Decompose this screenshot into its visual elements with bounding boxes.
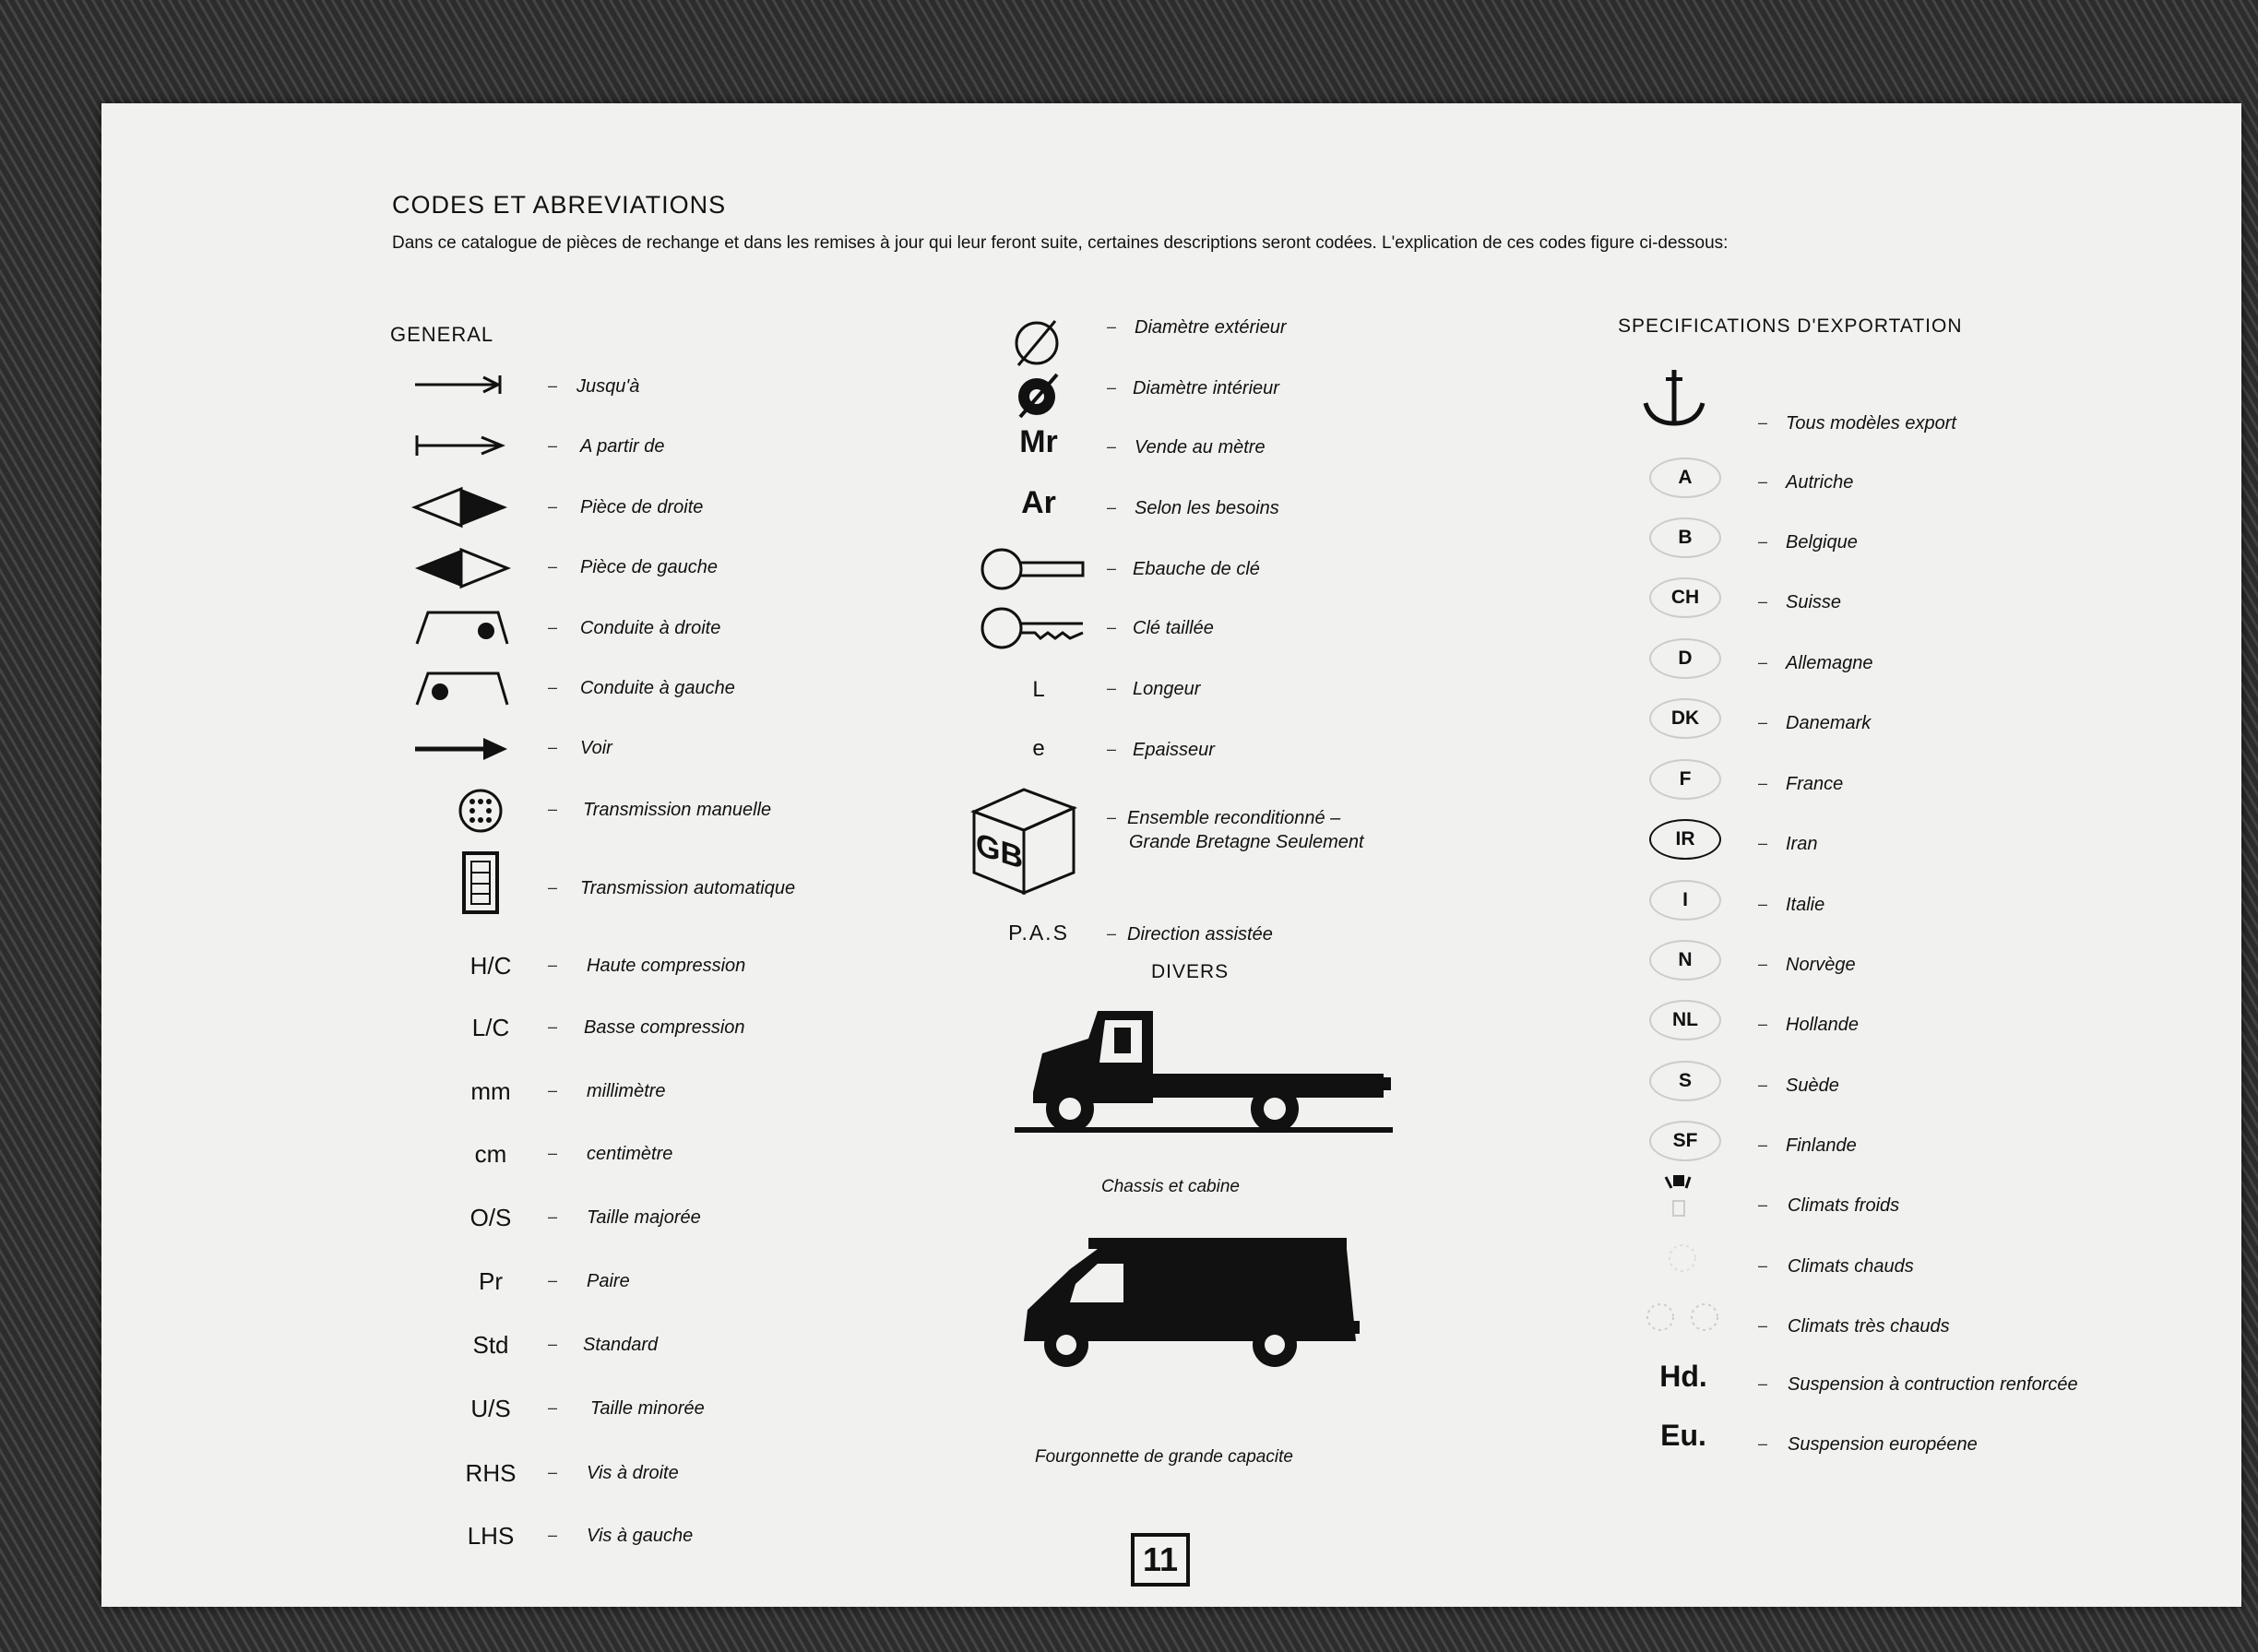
dash: – xyxy=(1107,437,1117,456)
code-eu: Eu. xyxy=(1660,1419,1706,1452)
dash: – xyxy=(1107,679,1117,697)
desc-allemagne: Allemagne xyxy=(1786,653,1873,673)
code-e: e xyxy=(1032,736,1045,761)
code-lhs: LHS xyxy=(467,1522,515,1550)
desc-basse-compression: Basse compression xyxy=(584,1017,745,1038)
dash: – xyxy=(548,436,558,455)
hot-climate-icon xyxy=(1660,1236,1706,1282)
desc-jusqu-a: Jusqu'à xyxy=(576,376,640,397)
oval-code-dk: DK xyxy=(1649,698,1721,739)
cut-key-icon xyxy=(980,605,1090,651)
right-hand-drive-icon xyxy=(417,609,509,646)
desc-climats-tres-chauds: Climats très chauds xyxy=(1788,1316,1950,1337)
oval-code-s: S xyxy=(1649,1061,1721,1101)
dash: – xyxy=(548,1017,558,1036)
dash: – xyxy=(548,1398,558,1417)
dash: – xyxy=(548,1081,558,1099)
caption-fourgonnette: Fourgonnette de grande capacite xyxy=(1035,1447,1293,1467)
dash: – xyxy=(1758,895,1768,913)
dash: – xyxy=(548,1144,558,1162)
left-hand-drive-icon xyxy=(417,670,509,707)
desc-ensemble-reconditionne: Ensemble reconditionné – xyxy=(1127,808,1341,828)
desc-centimetre: centimètre xyxy=(587,1144,673,1164)
desc-belgique: Belgique xyxy=(1786,532,1858,553)
desc-conduite-a-gauche: Conduite à gauche xyxy=(580,678,735,698)
desc-finlande: Finlande xyxy=(1786,1135,1857,1156)
dash: – xyxy=(1758,1195,1768,1214)
dash: – xyxy=(1107,498,1117,517)
dash: – xyxy=(1758,1015,1768,1033)
export-heading: SPECIFICATIONS D'EXPORTATION xyxy=(1618,315,1963,337)
dash: – xyxy=(548,1271,558,1290)
dash: – xyxy=(548,956,558,974)
desc-danemark: Danemark xyxy=(1786,713,1872,733)
code-hc: H/C xyxy=(469,952,512,980)
desc-vende-au-metre: Vende au mètre xyxy=(1135,437,1266,458)
desc-taille-minoree: Taille minorée xyxy=(590,1398,705,1419)
left-part-icon xyxy=(415,550,507,587)
code-us: U/S xyxy=(470,1395,511,1422)
oval-code-i: I xyxy=(1649,880,1721,921)
dash: – xyxy=(1758,653,1768,671)
dash: – xyxy=(1758,413,1768,432)
desc-suede: Suède xyxy=(1786,1076,1839,1096)
code-pas: P.A.S xyxy=(1008,921,1069,945)
intro-paragraph: Dans ce catalogue de pièces de rechange et dans les remises à jour qui leur feront suite, certaines descriptions seront codées. L'explication de ces codes figure ci-dessous: xyxy=(392,233,1729,253)
dash: – xyxy=(548,678,558,696)
dash: – xyxy=(548,1207,558,1226)
van-icon xyxy=(1015,1238,1393,1367)
dash: – xyxy=(1758,713,1768,731)
dash: – xyxy=(548,1463,558,1481)
desc-direction-assistee: Direction assistée xyxy=(1127,924,1273,945)
dash: – xyxy=(1758,472,1768,491)
arrow-from-icon xyxy=(415,435,507,456)
desc-climats-froids: Climats froids xyxy=(1788,1195,1900,1216)
desc-piece-de-gauche: Pièce de gauche xyxy=(580,557,719,577)
divers-heading: DIVERS xyxy=(1151,961,1230,982)
anchor-icon xyxy=(1642,366,1706,427)
desc-suspension-renforcee: Suspension à contruction renforcée xyxy=(1788,1374,2078,1395)
oval-code-n: N xyxy=(1649,940,1721,981)
code-os: O/S xyxy=(469,1204,512,1231)
desc-transmission-manuelle: Transmission manuelle xyxy=(583,800,772,820)
code-l: L xyxy=(1032,677,1045,702)
desc-taille-majoree: Taille majorée xyxy=(587,1207,701,1228)
very-hot-climate-icon xyxy=(1636,1295,1729,1341)
desc-diametre-exterieur: Diamètre extérieur xyxy=(1135,317,1287,338)
dash: – xyxy=(1107,378,1117,397)
dash: – xyxy=(1758,1256,1768,1275)
manual-transmission-icon xyxy=(458,788,504,834)
outer-diameter-icon xyxy=(1011,317,1063,369)
desc-diametre-interieur: Diamètre intérieur xyxy=(1133,378,1279,398)
desc-italie: Italie xyxy=(1786,895,1825,915)
desc-piece-de-droite: Pièce de droite xyxy=(580,497,704,517)
desc-vis-a-gauche: Vis à gauche xyxy=(587,1526,694,1546)
caption-chassis-cabine: Chassis et cabine xyxy=(1101,1177,1240,1196)
desc-a-partir-de: A partir de xyxy=(580,436,665,457)
dash: – xyxy=(1758,532,1768,551)
desc-selon-les-besoins: Selon les besoins xyxy=(1135,498,1279,518)
cold-climate-icon xyxy=(1660,1173,1706,1219)
dash: – xyxy=(1758,1316,1768,1335)
dash: – xyxy=(1107,618,1117,636)
oval-code-d: D xyxy=(1649,638,1721,679)
gb-box-label: GB xyxy=(976,826,1023,877)
dash: – xyxy=(548,618,558,636)
dash: – xyxy=(1758,1374,1768,1393)
oval-code-b: B xyxy=(1649,517,1721,558)
desc-grande-bretagne: Grande Bretagne Seulement xyxy=(1129,832,1364,852)
desc-epaisseur: Epaisseur xyxy=(1133,740,1215,760)
desc-paire: Paire xyxy=(587,1271,630,1291)
oval-code-ch: CH xyxy=(1649,577,1721,618)
code-hd: Hd. xyxy=(1659,1360,1707,1393)
desc-transmission-automatique: Transmission automatique xyxy=(580,878,796,898)
dash: – xyxy=(1758,1135,1768,1154)
dash: – xyxy=(1758,774,1768,792)
page-title: CODES ET ABREVIATIONS xyxy=(392,191,727,219)
right-part-icon xyxy=(415,489,507,526)
dash: – xyxy=(1107,559,1117,577)
dash: – xyxy=(548,738,558,756)
dash: – xyxy=(1107,317,1117,336)
desc-suisse: Suisse xyxy=(1786,592,1842,612)
desc-climats-chauds: Climats chauds xyxy=(1788,1256,1914,1277)
page-number: 11 xyxy=(1131,1533,1190,1587)
dash: – xyxy=(1758,955,1768,973)
dash: – xyxy=(548,557,558,576)
dash: – xyxy=(1107,924,1117,943)
oval-code-ir: IR xyxy=(1649,819,1721,860)
desc-voir: Voir xyxy=(580,738,612,758)
oval-code-f: F xyxy=(1649,759,1721,800)
oval-code-sf: SF xyxy=(1649,1121,1721,1161)
key-blank-icon xyxy=(980,546,1090,592)
dash: – xyxy=(548,376,558,395)
desc-haute-compression: Haute compression xyxy=(587,956,746,976)
desc-ebauche-de-cle: Ebauche de clé xyxy=(1133,559,1260,579)
dash: – xyxy=(548,1526,558,1544)
dash: – xyxy=(1758,1076,1768,1094)
code-std: Std xyxy=(472,1331,509,1359)
dash: – xyxy=(548,878,558,897)
dash: – xyxy=(1758,1434,1768,1453)
code-rhs: RHS xyxy=(465,1459,517,1487)
see-arrow-icon xyxy=(415,738,507,760)
oval-code-a: A xyxy=(1649,458,1721,498)
desc-tous-modeles-export: Tous modèles export xyxy=(1786,413,1956,434)
automatic-transmission-icon xyxy=(461,850,500,915)
desc-cle-taillee: Clé taillée xyxy=(1133,618,1214,638)
code-ar: Ar xyxy=(1021,485,1056,520)
desc-standard: Standard xyxy=(583,1335,659,1355)
general-heading: GENERAL xyxy=(390,323,494,346)
inner-diameter-icon xyxy=(1011,369,1063,421)
dash: – xyxy=(1107,740,1117,758)
code-mm: mm xyxy=(470,1077,511,1105)
desc-vis-a-droite: Vis à droite xyxy=(587,1463,679,1483)
code-lc: L/C xyxy=(471,1014,510,1041)
code-mr: Mr xyxy=(1019,424,1058,459)
oval-code-nl: NL xyxy=(1649,1000,1721,1040)
dash: – xyxy=(548,1335,558,1353)
desc-hollande: Hollande xyxy=(1786,1015,1859,1035)
desc-longeur: Longeur xyxy=(1133,679,1201,699)
code-cm: cm xyxy=(474,1140,507,1168)
desc-autriche: Autriche xyxy=(1786,472,1854,493)
dash: – xyxy=(1758,592,1768,611)
desc-iran: Iran xyxy=(1786,834,1818,854)
chassis-cab-truck-icon xyxy=(1015,1000,1393,1136)
dash: – xyxy=(548,497,558,516)
dash: – xyxy=(548,800,558,818)
desc-conduite-a-droite: Conduite à droite xyxy=(580,618,721,638)
dash: – xyxy=(1758,834,1768,852)
desc-norvege: Norvège xyxy=(1786,955,1856,975)
dash: – xyxy=(1107,808,1117,826)
arrow-up-to-icon xyxy=(415,375,507,394)
catalogue-page xyxy=(101,103,2241,1607)
desc-france: France xyxy=(1786,774,1844,794)
code-pr: Pr xyxy=(479,1267,503,1295)
desc-suspension-europeene: Suspension européene xyxy=(1788,1434,1978,1455)
desc-millimetre: millimètre xyxy=(587,1081,666,1101)
